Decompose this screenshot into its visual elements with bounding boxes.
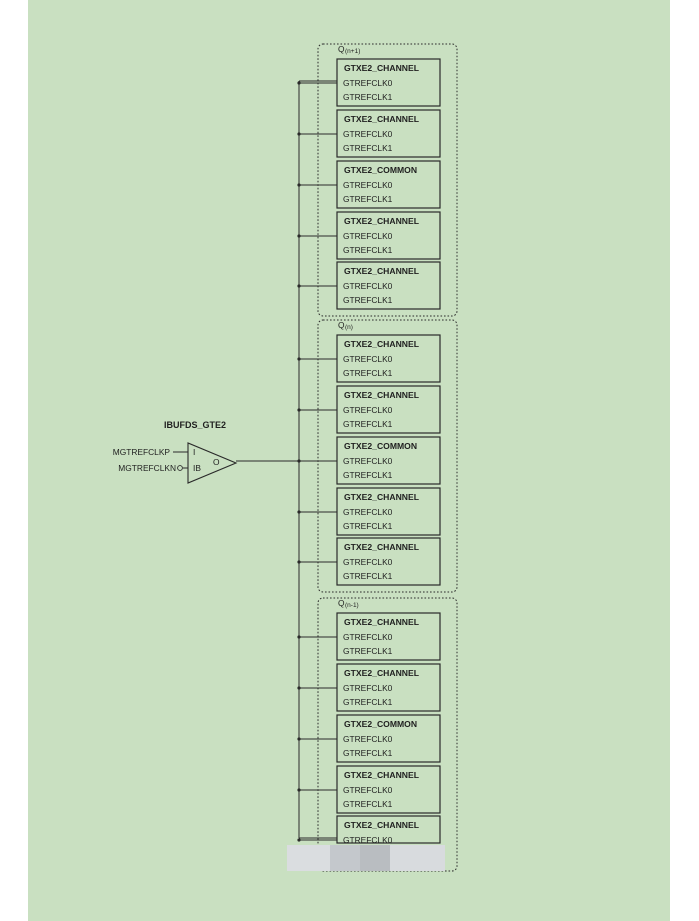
gtx-block-title: GTXE2_CHANNEL — [344, 63, 419, 73]
gtrefclk1-port: GTREFCLK1 — [343, 697, 393, 707]
gtx-block — [297, 488, 440, 535]
gtrefclk1-port: GTREFCLK1 — [343, 646, 393, 656]
quad-label-subscript: (n-1) — [345, 602, 359, 609]
gtx-block-title: GTXE2_CHANNEL — [344, 770, 419, 780]
gtx-block-title: GTXE2_CHANNEL — [344, 339, 419, 349]
gtrefclk1-port: GTREFCLK1 — [343, 92, 393, 102]
pin-ib-label: IB — [193, 463, 201, 473]
gtx-block-title: GTXE2_COMMON — [344, 165, 418, 175]
gtx-block — [297, 110, 440, 157]
gtrefclk1-port: GTREFCLK1 — [343, 143, 393, 153]
mosaic-block — [390, 845, 445, 871]
gtrefclk1-port: GTREFCLK1 — [343, 799, 393, 809]
gtrefclk0-port: GTREFCLK0 — [343, 129, 393, 139]
gtrefclk1-port: GTREFCLK1 — [343, 295, 393, 305]
quad-label: Q — [338, 320, 345, 330]
gtrefclk0-port: GTREFCLK0 — [343, 785, 393, 795]
gtx-block-title: GTXE2_CHANNEL — [344, 492, 419, 502]
gtx-block — [297, 613, 440, 660]
gtx-block-title: GTXE2_CHANNEL — [344, 617, 419, 627]
gtrefclk0-port: GTREFCLK0 — [343, 507, 393, 517]
mosaic-block — [360, 845, 390, 871]
gtx-block — [297, 664, 440, 711]
quad-group — [297, 44, 457, 316]
gtx-block — [297, 386, 440, 433]
gtrefclk0-port: GTREFCLK0 — [343, 231, 393, 241]
ibufds-gte2-buffer — [113, 420, 299, 483]
mosaic-block — [330, 845, 360, 871]
gtx-block-title: GTXE2_CHANNEL — [344, 390, 419, 400]
gtrefclk1-port: GTREFCLK1 — [343, 571, 393, 581]
inverted-input-bubble-icon — [178, 466, 183, 471]
gtx-block-title: GTXE2_CHANNEL — [344, 216, 419, 226]
gtrefclk1-port: GTREFCLK1 — [343, 194, 393, 204]
gtx-block — [297, 335, 440, 382]
gtrefclk0-port: GTREFCLK0 — [343, 281, 393, 291]
gtx-block-title: GTXE2_COMMON — [344, 441, 418, 451]
gtx-block-title: GTXE2_CHANNEL — [344, 668, 419, 678]
gtrefclk0-port: GTREFCLK0 — [343, 557, 393, 567]
gtrefclk1-port: GTREFCLK1 — [343, 470, 393, 480]
quad-label: Q — [338, 598, 345, 608]
gtrefclk1-port: GTREFCLK1 — [343, 419, 393, 429]
gtrefclk0-port: GTREFCLK0 — [343, 405, 393, 415]
gtx-block-title: GTXE2_CHANNEL — [344, 820, 419, 830]
input-p-label: MGTREFCLKP — [112, 447, 170, 457]
gtrefclk0-port: GTREFCLK0 — [343, 456, 393, 466]
gtx-block — [297, 437, 440, 484]
input-n-label: MGTREFCLKN — [118, 463, 176, 473]
gtrefclk1-port: GTREFCLK1 — [343, 521, 393, 531]
gtrefclk0-port: GTREFCLK0 — [343, 835, 393, 845]
gtrefclk0-port: GTREFCLK0 — [343, 78, 393, 88]
gtrefclk0-port: GTREFCLK0 — [343, 683, 393, 693]
gtx-block — [297, 766, 440, 813]
quad-label-subscript: (n+1) — [345, 48, 361, 55]
gtx-block-title: GTXE2_CHANNEL — [344, 266, 419, 276]
gtrefclk0-port: GTREFCLK0 — [343, 354, 393, 364]
quad-group — [297, 320, 457, 592]
gtx-block-title: GTXE2_CHANNEL — [344, 114, 419, 124]
quad-group — [297, 598, 457, 871]
gtx-block — [297, 262, 440, 309]
gtrefclk0-port: GTREFCLK0 — [343, 180, 393, 190]
quad-label: Q — [338, 44, 345, 54]
gtrefclk0-port: GTREFCLK0 — [343, 632, 393, 642]
gtx-block-title: GTXE2_COMMON — [344, 719, 418, 729]
pin-o-label: O — [213, 457, 220, 467]
gtrefclk1-port: GTREFCLK1 — [343, 368, 393, 378]
gtx-block — [297, 161, 440, 208]
gtx-block — [297, 59, 440, 106]
gtx-block — [297, 212, 440, 259]
gtx-block — [297, 816, 440, 845]
quad-label-subscript: (n) — [345, 324, 353, 331]
gtx-block-title: GTXE2_CHANNEL — [344, 542, 419, 552]
junction-dot — [297, 838, 300, 841]
gtrefclk0-port: GTREFCLK0 — [343, 734, 393, 744]
gtrefclk1-port: GTREFCLK1 — [343, 748, 393, 758]
gtx-block — [297, 715, 440, 762]
gtrefclk1-port: GTREFCLK1 — [343, 245, 393, 255]
buffer-title: IBUFDS_GTE2 — [164, 420, 227, 430]
pin-i-label: I — [193, 447, 196, 457]
gtx-block — [297, 538, 440, 585]
quads-group — [297, 44, 457, 871]
